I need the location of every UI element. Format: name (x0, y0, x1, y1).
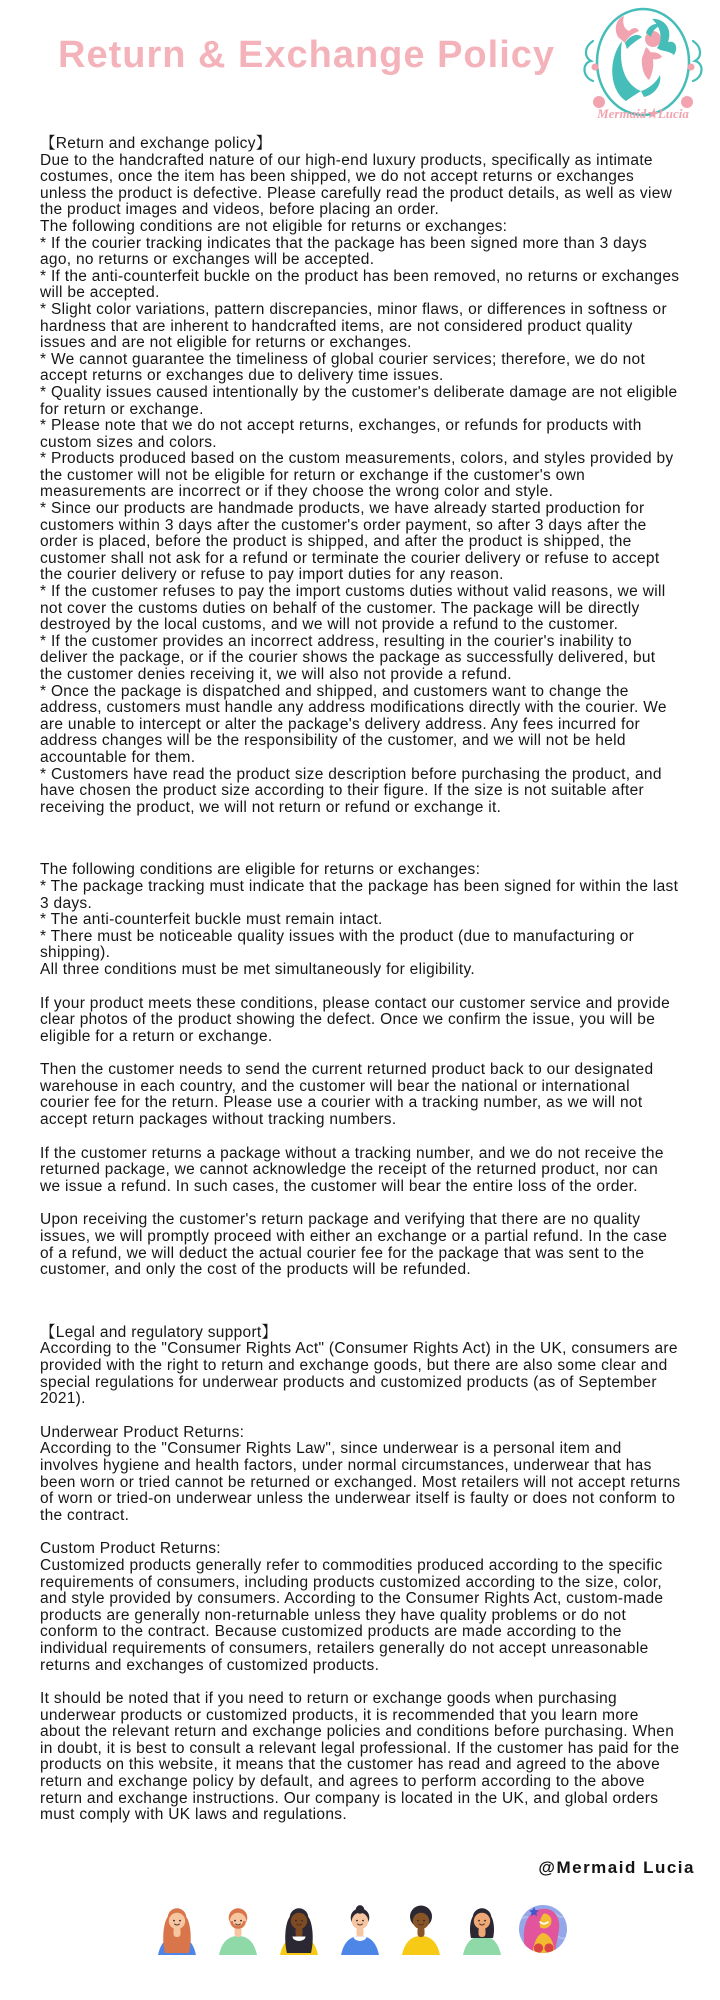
avatar-woman-long-black-hair (275, 1903, 323, 1955)
policy-bullet: * The package tracking must indicate that the package has been signed for within the last 3 days. (40, 877, 679, 912)
spacer (40, 1524, 682, 1541)
page-title: Return & Exchange Policy (58, 34, 556, 76)
policy-paragraph: It should be noted that if you need to return or exchange goods when purchasing underwear products or customized products, it is recommended that you learn more about the relevant return and exchange policies and conditions before purchasing. When in doubt, it is best to consult a relevant legal professional. If the customer has paid for the products on this website, it means that the customer has read and agreed to the above return and exchange policy by default, and agrees to perform according to the above return and exchange instructions. Our company is located in the UK, and global orders must comply with UK laws and regulations. (40, 1690, 680, 1824)
policy-paragraph: Customized products generally refer to commodities produced according to the specific requirements of consumers, including products customized according to the size, color, and style provided by consumers. According to the Consumer Rights Act, custom-made products are generally non-returnable unless they have quality problems or do not conform to the contract. Because customized products are made according to the individual requirements of consumers, retailers generally do not accept unreasonable returns and exchanges of customized products. (40, 1556, 664, 1674)
policy-paragraph: According to the "Consumer Rights Law", since underwear is a personal item and involves hygiene and health factors, under normal circumstances, underwear that has been worn or tried cannot be returned or exchanged. Most retailers will not accept returns of worn or tried-on underwear unless the underwear itself is faulty or does not conform to the contract. (40, 1440, 681, 1524)
avatar-woman-long-orange-hair (153, 1903, 201, 1955)
policy-paragraph: Then the customer needs to send the current returned product back to our designated warehouse in each country, and the customer will bear the national or international courier fee for the return. Please use a courier with a tracking number, as we will not accept return packages without tracking numbers. (40, 1061, 654, 1129)
policy-bullet: * If the customer provides an incorrect address, resulting in the courier's inability to deliver the package, or if the courier shows the package as successfully delivered, but the customer denies receiving it, we will also not provide a refund. (40, 632, 656, 683)
section-heading-legal: 【Legal and regulatory support】 (40, 1323, 278, 1341)
spacer (40, 1195, 682, 1212)
section-heading-return-policy: 【Return and exchange policy】 (40, 135, 272, 152)
brand-logo (574, 5, 712, 129)
eligible-note: All three conditions must be met simultaneously for eligibility. (40, 960, 476, 978)
policy-bullet: * We cannot guarantee the timeliness of global courier services; therefore, we do not accept returns or exchanges due to delivery time issues. (40, 350, 646, 385)
policy-bullet: * Products produced based on the custom measurements, colors, and styles provided by the customer will not be eligible for return or exchange if the customer's own measurements are incorrect or if they choose the wrong color and style. (40, 450, 674, 501)
custom-returns-heading: Custom Product Returns: (40, 1540, 221, 1558)
policy-bullet: * There must be noticeable quality issues with the product (due to manufacturing or shipping). (40, 927, 635, 962)
policy-bullet: * If the anti-counterfeit buckle on the product has been removed, no returns or exchanges will be accepted. (40, 267, 680, 302)
mermaid-logo-icon (574, 5, 712, 129)
policy-bullet: * The anti-counterfeit buckle must remain intact. (40, 911, 383, 929)
avatar-woman-bun (336, 1903, 384, 1955)
author-signature: @Mermaid Lucia (538, 1858, 695, 1877)
spacer (40, 1129, 682, 1146)
policy-bullet: * Since our products are handmade products, we have already started production for customers within 3 days after the customer's order payment, so after 3 days after the order is placed, before the product is shipped, and after the product is shipped, the customer shall not ask for a refund or terminate the courier delivery or refuse to accept the courier delivery or refuse to pay import duties for any reason. (40, 500, 660, 584)
policy-paragraph: If the customer returns a package without a tracking number, and we do not receive the returned package, we cannot acknowledge the receipt of the returned product, nor can we issue a refund. In such cases, the customer will bear the entire loss of the order. (40, 1144, 664, 1195)
spacer (40, 1408, 682, 1425)
policy-content (40, 136, 682, 1824)
not-eligible-intro: The following conditions are not eligible for returns or exchanges: (40, 217, 508, 235)
spacer (40, 1279, 682, 1325)
policy-bullet: * Please note that we do not accept returns, exchanges, or refunds for products with custom sizes and colors. (40, 417, 642, 451)
policy-paragraph: According to the "Consumer Rights Act" (Consumer Rights Act) in the UK, consumers are provided with the right to return and exchange goods, but there are also some clear and special regulations for underwear products and customized products (as of September 2021). (40, 1340, 678, 1408)
avatar-mermaid (519, 1903, 567, 1955)
underwear-returns-heading: Underwear Product Returns: (40, 1423, 245, 1441)
policy-bullet: * Quality issues caused intentionally by the customer's deliberate damage are not eligible for return or exchange. (40, 383, 678, 418)
policy-bullet: * If the courier tracking indicates that the package has been signed more than 3 days ago, no returns or exchanges will be accepted. (40, 234, 648, 269)
avatar-man-curly (397, 1903, 445, 1955)
policy-bullet: * Customers have read the product size description before purchasing the product, and have chosen the product size according to their figure. If the size is not suitable after receiving the product, we will not return or refund or exchange it. (40, 765, 662, 816)
policy-paragraph: Due to the handcrafted nature of our high-end luxury products, specifically as intimate costumes, once the item has been shipped, we do not accept returns or exchanges unless the product is defective. Please carefully read the product details, as well as view the product images and videos, before placing an order. (40, 151, 673, 219)
policy-bullet: * Slight color variations, pattern discrepancies, minor flaws, or differences in softness or hardness that are inherent to handcrafted items, are not considered product quality issues and are not eligible for returns or exchanges. (40, 300, 667, 352)
spacer (40, 1045, 682, 1062)
policy-paragraph: If your product meets these conditions, please contact our customer service and provide clear photos of the product showing the defect. Once we confirm the issue, you will be eligible for a return or exchange. (40, 994, 671, 1045)
policy-bullet: * If the customer refuses to pay the import customs duties without valid reasons, we will not cover the customs duties on behalf of the customer. The package will be directly destroyed by the local customs, and we will not provide a refund to the customer. (40, 583, 666, 634)
spacer (40, 1674, 682, 1691)
avatar-row (0, 1903, 720, 1955)
policy-paragraph: Upon receiving the customer's return package and verifying that there are no quality issues, we will promptly proceed with either an exchange or a partial refund. In the case of a refund, we will deduct the actual courier fee for the package that was sent to the customer, and only the cost of the products will be refunded. (40, 1211, 668, 1279)
avatar-woman-bob (458, 1903, 506, 1955)
spacer (40, 816, 682, 862)
policy-bullet: * Once the package is dispatched and shipped, and customers want to change the address, customers must handle any address modifications directly with the courier. We are unable to intercept or alter the package's delivery address. Any fees incurred for address changes will be the responsibility of the customer, and we will not be held accountable for them. (40, 682, 667, 766)
eligible-intro: The following conditions are eligible for returns or exchanges: (40, 861, 481, 879)
avatar-man-orange-beard (214, 1903, 262, 1955)
logo-wordmark: Mermaid★Lucia (597, 106, 689, 121)
spacer (40, 979, 682, 996)
